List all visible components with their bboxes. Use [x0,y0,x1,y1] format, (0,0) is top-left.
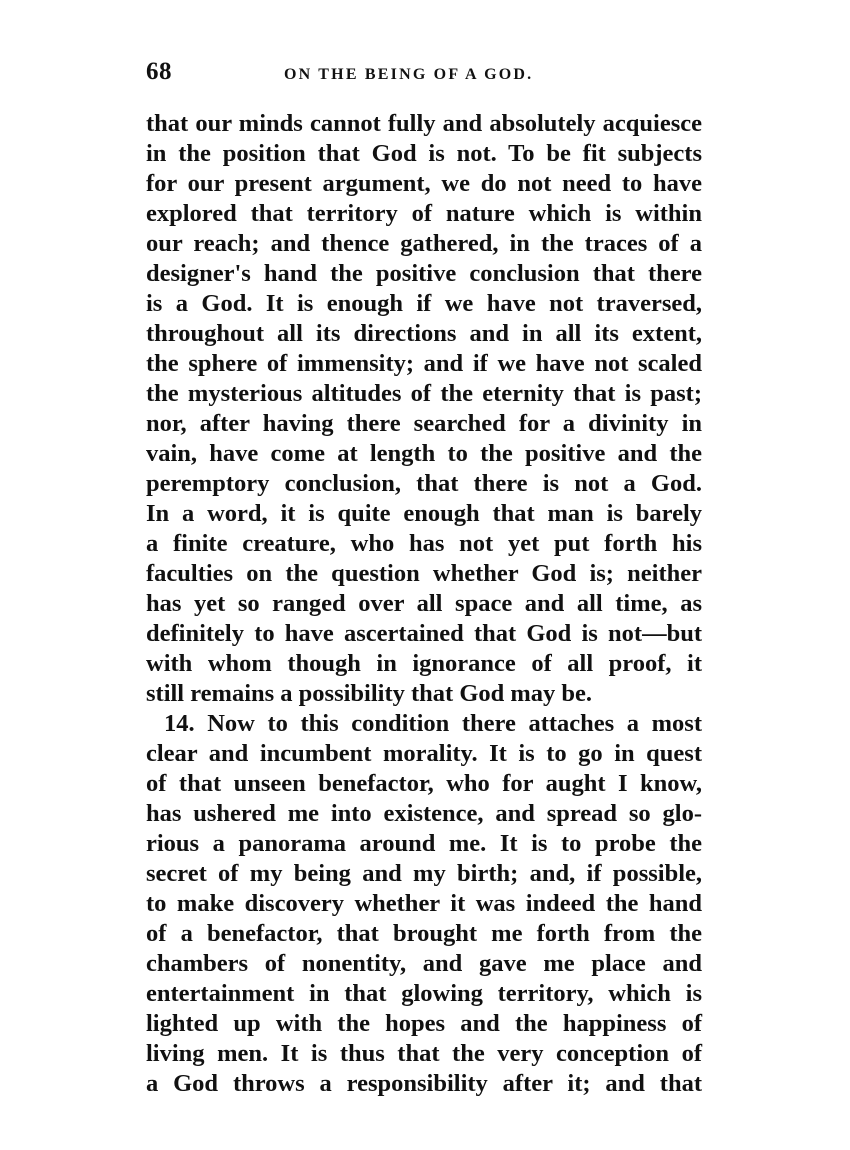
text-line: the sphere of immensity; and if we have not scaled [146,350,702,377]
text-line: secret of my being and my birth; and, if possible, [146,860,702,887]
text-line: has yet so ranged over all space and all time, as [146,590,702,617]
text-line: the mysterious altitudes of the eternity that is past; [146,380,702,407]
text-line: entertainment in that glowing territory, which is [146,980,702,1007]
text-line: living men. It is thus that the very conception of [146,1040,702,1067]
text-line: a finite creature, who has not yet put forth his [146,530,702,557]
text-line: with whom though in ignorance of all proof, it [146,650,702,677]
text-line: peremptory conclusion, that there is not a God. [146,470,702,497]
text-line: definitely to have ascertained that God is not—but [146,620,702,647]
text-line: rious a panorama around me. It is to probe the [146,830,702,857]
text-line: for our present argument, we do not need to have [146,170,702,197]
running-head [146,58,702,92]
text-line: chambers of nonentity, and gave me place and [146,950,702,977]
page-number: 68 [146,58,172,85]
text-line: designer's hand the positive conclusion that there [146,260,702,287]
text-line: still remains a possibility that God may be. [146,680,593,707]
text-line: has ushered me into existence, and spread so glo- [146,800,702,827]
text-line: throughout all its directions and in all its extent, [146,320,702,347]
text-line: faculties on the question whether God is; neither [146,560,702,587]
text-line: in the position that God is not. To be fit subjects [146,140,702,167]
text-line: lighted up with the hopes and the happiness of [146,1010,702,1037]
text-line: clear and incumbent morality. It is to go in quest [146,740,702,767]
text-line: is a God. It is enough if we have not traversed, [146,290,702,317]
body-text [146,109,702,1099]
text-line: to make discovery whether it was indeed the hand [146,890,702,917]
text-line: explored that territory of nature which is within [146,200,702,227]
text-line: nor, after having there searched for a divinity in [146,410,702,437]
text-line: of a benefactor, that brought me forth from the [146,920,702,947]
paragraph-start-line: 14. Now to this condition there attaches a most [164,710,702,737]
text-line: a God throws a responsibility after it; and that [146,1070,702,1097]
running-title: ON THE BEING OF A GOD. [284,66,534,83]
text-line: In a word, it is quite enough that man is barely [146,500,702,527]
text-line: that our minds cannot fully and absolutely acquiesce [146,110,702,137]
text-line: our reach; and thence gathered, in the traces of a [146,230,702,257]
text-line: of that unseen benefactor, who for aught I know, [146,770,702,797]
text-line: vain, have come at length to the positive and the [146,440,702,467]
